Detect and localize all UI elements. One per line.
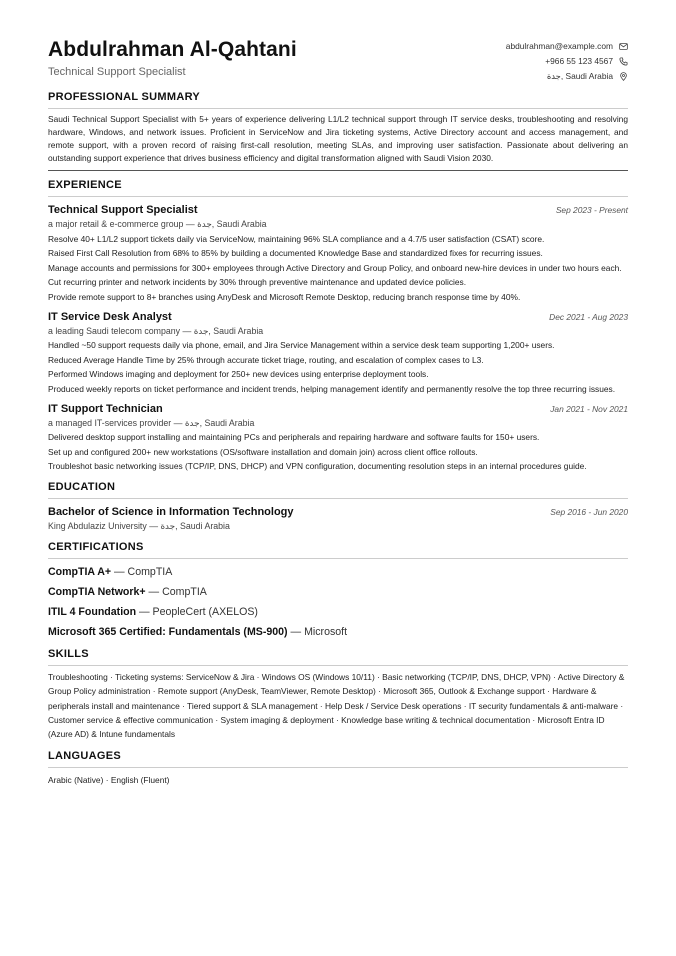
section-title-certifications: CERTIFICATIONS	[48, 541, 628, 559]
job-company: a leading Saudi telecom company — جدة, Saudi Arabia	[48, 325, 264, 336]
envelope-icon	[619, 42, 628, 51]
resume-header	[48, 36, 628, 86]
email-text[interactable]: abdulrahman@example.com	[505, 41, 613, 51]
certification-item	[48, 565, 628, 579]
job-company: a major retail & e-commerce group — جدة, Saudi Arabia	[48, 219, 267, 229]
languages-text: Arabic (Native) · English (Fluent)	[48, 775, 170, 786]
phone-icon	[619, 57, 628, 66]
job-bullet: Performed Windows imaging and deployment for 250+ new devices using enterprise deployment tools.	[48, 369, 429, 379]
candidate-name: Abdulrahman Al-Qahtani	[48, 38, 297, 61]
certification-name: CompTIA A+	[48, 566, 112, 578]
certification-name: ITIL 4 Foundation	[48, 606, 137, 618]
certification-item	[48, 605, 628, 619]
certifications-section	[48, 541, 628, 639]
certification-issuer: — PeopleCert (AXELOS)	[136, 606, 258, 618]
school-name: King Abdulaziz University — جدة, Saudi Arabia	[48, 521, 230, 531]
section-title-skills: SKILLS	[48, 648, 628, 666]
map-pin-icon	[619, 72, 628, 81]
languages-section	[48, 750, 628, 787]
certification-issuer: — CompTIA	[111, 566, 173, 578]
job-bullet: Set up and configured 200+ new workstations (OS/software installation and domain join) across client office rollouts.	[48, 446, 478, 457]
certification-issuer: — CompTIA	[145, 586, 207, 598]
candidate-role: Technical Support Specialist	[48, 66, 186, 78]
skills-text: Troubleshooting · Ticketing systems: ServiceNow & Jira · Windows OS (Windows 10/11) · Basic networking (TCP/IP, DNS, DHCP, VPN) · Active Directory & Group Policy administration · Remote support (AnyDesk, TeamViewer, Remote Desktop) · Microsoft 365, Outlook & Exchange support · Hardware & peripherals install and maintenance · Tiered support & SLA management · Help Desk / Service Desk operations · IT security fundamentals & anti-malware · Customer service & effective communication · System imaging & deployment · Knowledge base writing & technical documentation · Microsoft Entra ID (Azure AD) & Intune fundamentals	[48, 672, 625, 740]
experience-section	[48, 179, 628, 473]
job-bullet: Delivered desktop support installing and maintaining PCs and peripherals and repairing hardware and software faults for 150+ users.	[48, 432, 540, 442]
section-title-experience: EXPERIENCE	[48, 179, 628, 197]
degree-title: Bachelor of Science in Information Technology	[48, 506, 294, 518]
certification-item	[48, 625, 628, 639]
job-date: Jan 2021 - Nov 2021	[550, 403, 628, 414]
contact-info	[506, 39, 628, 84]
job-entry	[48, 203, 628, 304]
job-bullet: Resolve 40+ L1/L2 support tickets daily via ServiceNow, maintaining 96% SLA compliance and a 4.7/5 user satisfaction (CSAT) score.	[48, 233, 545, 244]
summary-section	[48, 91, 628, 165]
job-bullet: Produced weekly reports on ticket performance and incident trends, helping management identify and permanently resolve the top three recurring issues.	[48, 383, 616, 394]
certification-issuer: — Microsoft	[287, 626, 348, 638]
job-date: Dec 2021 - Aug 2023	[549, 311, 628, 322]
certification-name: Microsoft 365 Certified: Fundamentals (MS-900)	[48, 626, 288, 638]
job-entry	[48, 310, 628, 396]
contact-email[interactable]	[506, 39, 628, 54]
job-company: a managed IT-services provider — جدة, Saudi Arabia	[48, 417, 255, 428]
certification-name: CompTIA Network+	[48, 586, 146, 598]
job-bullet: Troubleshot basic networking issues (TCP/IP, DNS, DHCP) and VPN configuration, documenting resolution steps in an internal procedures guide.	[48, 461, 587, 471]
job-entry	[48, 402, 628, 474]
job-title: IT Support Technician	[48, 402, 163, 415]
education-entry	[48, 505, 628, 533]
phone-text[interactable]: +966 55 123 4567	[545, 56, 613, 66]
education-section	[48, 481, 628, 533]
education-date: Sep 2016 - Jun 2020	[550, 507, 628, 517]
location-text: جدة, Saudi Arabia	[546, 71, 613, 81]
contact-location	[506, 69, 628, 84]
job-title: IT Service Desk Analyst	[48, 310, 172, 323]
job-bullet: Provide remote support to 8+ branches using AnyDesk and Microsoft Remote Desktop, reducing branch response time by 40%.	[48, 291, 521, 302]
job-bullet: Handled ~50 support requests daily via phone, email, and Jira Service Management within a service desk team supporting 1,200+ users.	[48, 340, 555, 350]
section-title-summary: PROFESSIONAL SUMMARY	[48, 91, 628, 109]
resume-page	[48, 36, 628, 787]
job-bullet: Reduced Average Handle Time by 25% through accurate ticket triage, routing, and escalation of complex cases to L3.	[48, 354, 484, 365]
job-bullet: Cut recurring printer and network incidents by 30% through preventive maintenance and updated device policies.	[48, 277, 467, 287]
job-date: Sep 2023 - Present	[555, 205, 628, 215]
contact-phone[interactable]	[506, 54, 628, 69]
job-bullet: Raised First Call Resolution from 68% to 85% by building a documented Knowledge Base and standardized fixes for recurring issues.	[48, 248, 543, 258]
job-title: Technical Support Specialist	[48, 204, 198, 216]
job-bullet: Manage accounts and permissions for 300+ employees through Active Directory and Group Policy, and onboard new-hire devices in under two hours each.	[48, 262, 622, 273]
section-title-education: EDUCATION	[48, 481, 628, 499]
section-title-languages: LANGUAGES	[48, 750, 628, 768]
certification-item	[48, 585, 628, 599]
summary-text: Saudi Technical Support Specialist with 5+ years of experience delivering L1/L2 technical support through IT service desks, troubleshooting and resolving hardware, Windows, and network issues. Proficient in ServiceNow and Jira ticketing systems, Active Directory account and access management, and remote support, with a proven record of raising first-call resolution, meeting SLAs, and improving user satisfaction. Passionate about delivering an outstanding support experience that drives business efficiency and digital transformation aligned with Saudi Vision 2030.	[48, 114, 628, 163]
skills-section	[48, 648, 628, 741]
section-divider	[48, 170, 628, 171]
